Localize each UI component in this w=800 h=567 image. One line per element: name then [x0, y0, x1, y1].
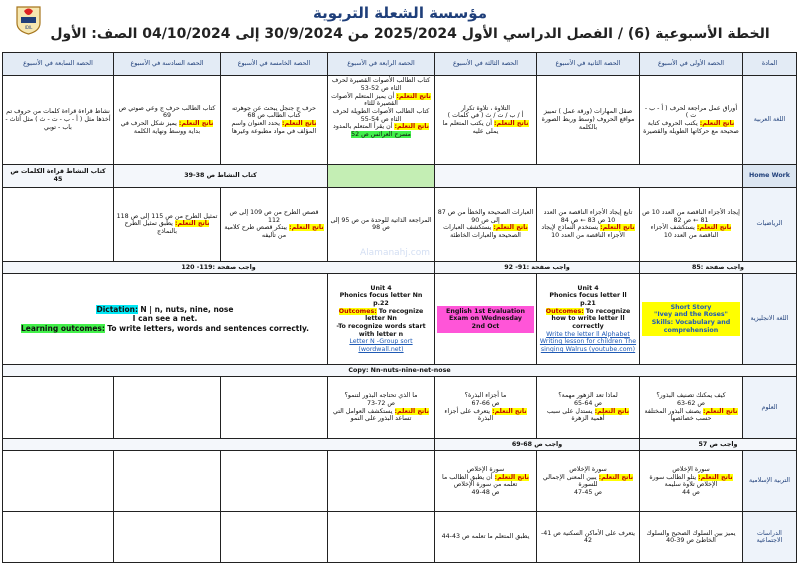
- islamic-period-3: [435, 451, 537, 512]
- islamic-p1-title: سورة الإخلاص: [672, 465, 710, 473]
- math-homework-row: [3, 261, 797, 274]
- homework-label: Home Work: [743, 164, 797, 187]
- outcome-label: ناتج التعلم:: [703, 407, 738, 415]
- english-p4-focus: Phonics focus letter Nn: [339, 292, 423, 300]
- outcome-label: ناتج التعلم:: [174, 220, 210, 228]
- science-period-1: [640, 377, 743, 438]
- weekly-plan-table: [2, 52, 797, 563]
- english-p2-outcome: To recognize how to write letter ll correctly: [551, 307, 631, 330]
- english-p1-story: "Ivey and the Roses": [654, 311, 728, 319]
- islamic-period-7: [3, 451, 114, 512]
- islamic-p2-outcome: يبين المعنى الإجمالي للسورة: [542, 473, 598, 489]
- arabic-hw-period-5-6: كتاب النشاط ص 38-39: [114, 164, 328, 187]
- social-period-5: [221, 512, 328, 563]
- science-p1-pages: ص 62-63: [677, 399, 705, 407]
- social-period-2: يتعرف على الأماكن السكنية ص 41-42: [537, 512, 640, 563]
- outcome-label: ناتج التعلم:: [699, 119, 735, 127]
- arabic-hw-period-4: [328, 164, 435, 187]
- arabic-p2-text: صقل المهارات (ورقة عمل ) تمييز مواقع الحروف (وسط وربط الصورة بالكلمة: [541, 108, 635, 131]
- dictation-words: N | n, nuts, nine, nose: [140, 305, 234, 315]
- outcome-label: ناتج التعلم:: [281, 119, 317, 127]
- english-p4-outcome-2: -To recognize words start with letter n: [336, 322, 426, 338]
- arabic-p6-text: كتاب الطالب حرف ج وعي صوتي ص 69: [118, 104, 216, 120]
- science-p2-outcome: يستدل على سبب أهمية الزهرة: [546, 407, 605, 423]
- math-p5-text: قصص الطرح من ص 109 إلى ص 112: [229, 208, 319, 224]
- social-period-3: يطبق المتعلم ما تعلمه ص 43-44: [435, 512, 537, 563]
- science-p4-question: ما الذي تحتاجه البذور لتنمو؟: [344, 392, 418, 400]
- islamic-p3-title: سورة الإخلاص: [466, 465, 505, 473]
- math-period-1: [640, 187, 743, 261]
- english-period-3: [435, 274, 537, 365]
- arabic-period-6: [114, 76, 221, 165]
- science-p4-outcome: يستكشف العوامل التي تساعد البذور على النمو: [332, 407, 412, 423]
- english-homework-row: [3, 364, 797, 377]
- science-period-5: [221, 377, 328, 438]
- islamic-p3-outcome: أن يطبق الطالب ما تعلمه من سورة الإخلاص: [441, 473, 518, 489]
- col-header-period-3: الحصة الثالثة في الأسبوع: [435, 53, 537, 76]
- subject-arabic: اللغة العربية: [743, 76, 797, 165]
- learning-outcomes-text: To write letters, words and sentences correctly.: [107, 323, 310, 333]
- islamic-p1-outcome: يتلو الطالب سورة الإخلاص تلاوة سليمة: [649, 473, 718, 489]
- math-hw-period-1: واجب صفحة :85: [640, 261, 797, 274]
- col-header-period-4: الحصة الرابعة في الأسبوع: [328, 53, 435, 76]
- science-hw-period-3: واجب ص 68-69: [435, 438, 640, 451]
- arabic-p3-text: التلاوة ، تلاوة تكرار: [460, 104, 511, 112]
- arabic-period-5: [221, 76, 328, 165]
- arabic-period-7: [3, 76, 114, 165]
- math-p4-text: المراجعة الذاتية للوحدة من ص 95 إلى ص 98: [330, 216, 432, 232]
- dictation-label: Dictation:: [96, 305, 139, 315]
- islamic-period-4: [328, 451, 435, 512]
- subject-math: الرياضيات: [743, 187, 797, 261]
- islamic-period-6: [114, 451, 221, 512]
- dictation-sentence: I can see a net.: [132, 314, 198, 324]
- english-p2-focus: Phonics focus letter ll: [549, 292, 627, 300]
- arabic-period-4: [328, 76, 435, 165]
- arabic-p5-outcome: يحدد العنوان واسم المؤلف في مواد مطبوعة وغيرها: [231, 119, 317, 135]
- math-p6-outcome: يطبق تمثيل الطرح بالنماذج: [124, 220, 177, 236]
- math-period-5: [221, 187, 328, 261]
- science-p1-question: كيف يمكنك تصنيف البذور؟: [656, 392, 726, 400]
- arabic-p3-letters: أ / ب / ت / ث ( في كلمات ): [447, 112, 524, 120]
- col-header-period-5: الحصة الخامسة في الأسبوع: [221, 53, 328, 76]
- arabic-p4-text: كتاب الطالب الأصوات القصيرة لحرف الثاء ص 52-53: [331, 77, 431, 92]
- plan-title: الخطة الأسبوعية (6) / الفصل الدراسي الأول 2025/2024 من 30/9/2024 إلى 04/10/2024 الصف: الأول: [50, 26, 770, 42]
- outcome-label: ناتج التعلم:: [594, 407, 630, 415]
- outcome-label: ناتج التعلم:: [600, 224, 635, 232]
- english-p1-title: Short Story: [670, 303, 712, 311]
- arabic-p4-outcome-2: أن يقرأ المتعلم بالمدود: [333, 123, 393, 131]
- english-row: [3, 274, 797, 365]
- subject-science: العلوم: [743, 377, 797, 438]
- science-period-3: [435, 377, 537, 438]
- arabic-hw-empty: [435, 164, 743, 187]
- watermark: Alamanahj.com: [360, 248, 430, 258]
- math-period-6: [114, 187, 221, 261]
- science-period-6: [114, 377, 221, 438]
- col-header-period-2: الحصة الثانية في الأسبوع: [537, 53, 640, 76]
- english-period-4: [328, 274, 435, 365]
- english-p2-video-link[interactable]: Write the letter ll Alphabet Writing lesson for children The singing Walrus (youtube.com): [539, 330, 637, 353]
- math-p3-text: العبارات الصحيحة والخطأ من ص 87 إلى ص 90: [437, 208, 534, 224]
- header-row: [3, 53, 797, 76]
- outcome-label: ناتج التعلم:: [696, 224, 732, 232]
- svg-text:IDIL: IDIL: [24, 25, 33, 30]
- english-p3-exam-title: English 1st Evaluation: [446, 307, 525, 315]
- science-period-4: [328, 377, 435, 438]
- science-p4-pages: ص 72-73: [367, 399, 395, 407]
- outcome-label: Outcomes:: [545, 307, 584, 315]
- math-period-2: [537, 187, 640, 261]
- english-p4-wordwall-link[interactable]: Letter N -Group sort (wordwall.net): [349, 338, 413, 353]
- arabic-p5-pages: كتاب الطالب ص 68: [247, 112, 301, 120]
- outcome-label: ناتج التعلم:: [494, 119, 529, 127]
- arabic-period-2: [537, 76, 640, 165]
- science-homework-row: [3, 438, 797, 451]
- science-hw-period-1: واجب ص 57: [640, 438, 797, 451]
- outcome-label: ناتج التعلم:: [598, 473, 634, 481]
- science-p3-outcome: يتعرف على أجزاء البذرة: [444, 407, 494, 423]
- science-p1-outcome: يصنف البذور المختلفة حسب خصائصها: [644, 407, 712, 423]
- math-period-4: [328, 187, 435, 261]
- english-p3-exam-day: Exam on Wednesday: [448, 315, 523, 323]
- islamic-period-5: [221, 451, 328, 512]
- english-p2-page: p.21: [580, 299, 596, 307]
- col-header-period-7: الحصة السابعة في الأسبوع: [3, 53, 114, 76]
- social-row: [3, 512, 797, 563]
- english-hw: Copy: Nn-nuts-nine-net-nose: [3, 364, 797, 377]
- arabic-p1-text: أوراق عمل مراجعة لحرف ( أ - ب - ت ): [644, 104, 738, 120]
- outcome-label: ناتج التعلم:: [396, 92, 431, 100]
- outcome-label: ناتج التعلم:: [492, 407, 527, 415]
- english-p4-page: p.22: [373, 299, 389, 307]
- social-period-6: [114, 512, 221, 563]
- arabic-homework-row: [3, 164, 797, 187]
- math-hw-period-7: واجب صفحة :119- 120: [3, 261, 435, 274]
- math-p6-text: تمثيل الطرح من ص 115 إلى ص 118: [116, 212, 218, 220]
- subject-social: الدراسات الاجتماعية: [743, 512, 797, 563]
- col-header-period-1: الحصة الأولى في الأسبوع: [640, 53, 743, 76]
- islamic-p2-title: سورة الإخلاص: [569, 465, 607, 473]
- math-p1-text: إيجاد الأجزاء الناقصة من العدد 10 ص 81 ← ص 82: [642, 208, 740, 224]
- school-name: مؤسسة الشعلة التربوية: [313, 4, 487, 22]
- math-p2-outcome: يستخدم النماذج لإيجاد الأجزاء الناقصة من العدد 10: [541, 224, 625, 239]
- math-period-7: [3, 187, 114, 261]
- arabic-period-1: [640, 76, 743, 165]
- arabic-p4-text-2: كتاب الطالب الأصوات الطويلة لحرف الثاء ص 54-55: [332, 107, 430, 123]
- arabic-p5-text: حرف ج جنجل يبحث عن جوهرته: [231, 104, 317, 112]
- english-p3-exam-date: 2nd Oct: [471, 322, 500, 330]
- math-p5-outcome: يبتكر قصص طرح كلامية من تأليفه: [224, 224, 288, 239]
- english-period-1: [640, 274, 743, 365]
- arabic-p6-outcome: يميز شكل الحرف في بداية ووسط ونهاية الكلمة: [120, 119, 201, 135]
- math-p1-outcome: يستكشف الأجزاء الناقصة من العدد 10: [650, 224, 719, 239]
- outcome-label: ناتج التعلم:: [494, 473, 530, 481]
- science-p2-question: لماذا تعد الزهور مهمة؟: [558, 392, 618, 400]
- arabic-row: [3, 76, 797, 165]
- outcome-label: ناتج التعلم:: [394, 123, 429, 131]
- arabic-p1-outcome: يكتب الحروف كتابة صحيحة مع حركاتها الطويلة والقصيرة: [643, 119, 739, 135]
- subject-english: اللغة الانجليزية: [743, 274, 797, 365]
- english-p4-unit: Unit 4: [370, 284, 392, 292]
- islamic-row: [3, 451, 797, 512]
- science-hw-empty: [3, 438, 435, 451]
- outcome-label: ناتج التعلم:: [493, 224, 528, 232]
- arabic-p4-outcome: أن يميز المتعلم الأصوات القصيرة للثاء: [331, 92, 398, 108]
- english-period-5-7: [3, 274, 328, 365]
- science-period-7: [3, 377, 114, 438]
- social-period-7: [3, 512, 114, 563]
- english-p2-unit: Unit 4: [577, 284, 599, 292]
- arabic-period-3: [435, 76, 537, 165]
- math-p3-outcome: يستكشف العبارات الصحيحة والعبارات الخاطئة: [443, 224, 521, 239]
- islamic-period-2: [537, 451, 640, 512]
- outcome-label: ناتج التعلم:: [178, 119, 214, 127]
- outcome-label: ناتج التعلم:: [289, 224, 324, 232]
- social-period-1: يميز بين السلوك الصحيح والسلوك الخاطئ ص 39-40: [640, 512, 743, 563]
- science-p3-question: ما أجزاء البذرة؟: [464, 392, 507, 400]
- social-period-4: [328, 512, 435, 563]
- subject-islamic: التربية الإسلامية: [743, 451, 797, 512]
- arabic-p7-text: نشاط قراءة قراءة كلمات من حروف تم أخذها مثل ( أ - ب - ت - ث ) مثل أثاث - باب - توبي: [5, 108, 111, 131]
- learning-outcomes-label: Learning outcomes:: [20, 323, 105, 333]
- arabic-p4-puppet-theatre: مسرح العرائس ص 52: [351, 130, 411, 138]
- english-period-2: [537, 274, 640, 365]
- islamic-p1-pages: ص 44: [682, 488, 700, 496]
- math-row: [3, 187, 797, 261]
- math-hw-period-3: واجب صفحة :91- 92: [435, 261, 640, 274]
- outcome-label: ناتج التعلم:: [394, 407, 430, 415]
- col-header-period-6: الحصة السادسة في الأسبوع: [114, 53, 221, 76]
- english-p1-skills: Skills: Vocabulary and comprehension: [651, 319, 731, 334]
- arabic-p3-outcome: أن يكتب المتعلم ما يملى عليه: [442, 119, 499, 135]
- math-p2-text: تابع إيجاد الأجزاء الناقصة من العدد 10 ص 83 ← ص 84: [543, 208, 633, 224]
- outcome-label: ناتج التعلم:: [698, 473, 733, 481]
- outcome-label: Outcomes:: [338, 307, 377, 315]
- col-header-subject: المادة: [743, 53, 797, 76]
- science-period-2: [537, 377, 640, 438]
- islamic-period-1: [640, 451, 743, 512]
- english-p4-outcome: To recognize letter Nn: [365, 307, 424, 323]
- science-row: [3, 377, 797, 438]
- islamic-p3-pages: ص 48-49: [471, 488, 500, 496]
- math-period-3: [435, 187, 537, 261]
- islamic-p2-pages: ص 45-47: [574, 488, 602, 496]
- science-p2-pages: ص 64-65: [574, 399, 602, 407]
- arabic-hw-period-7: كتاب النشاط قراءة الكلمات ص 45: [3, 164, 114, 187]
- science-p3-pages: ص 66-67: [471, 399, 500, 407]
